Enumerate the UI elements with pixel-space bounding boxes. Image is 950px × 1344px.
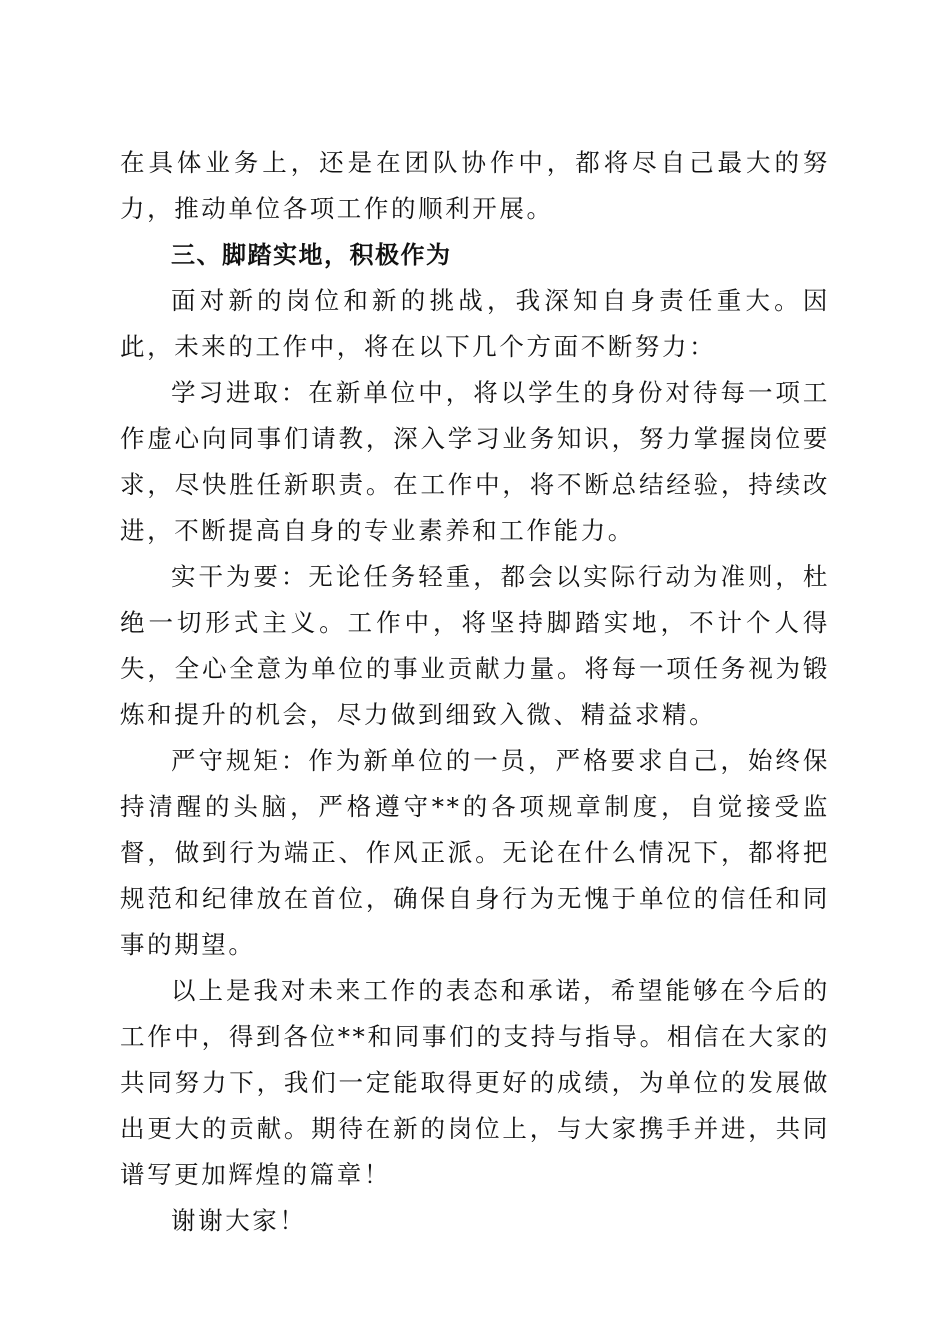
paragraph-practical: 实干为要：无论任务轻重，都会以实际行动为准则，杜绝一切形式主义。工作中，将坚持脚踏实地，不计个人得失，全心全意为单位的事业贡献力量。将每一项任务视为锻炼和提升的机会，尽力做到细致入微、精益求精。 bbox=[120, 562, 830, 729]
paragraph-thanks: 谢谢大家！ bbox=[171, 1206, 307, 1235]
paragraph-continuation: 在具体业务上，还是在团队协作中，都将尽自己最大的努力，推动单位各项工作的顺利开展。 bbox=[120, 148, 830, 223]
paragraph-intro: 面对新的岗位和新的挑战，我深知自身责任重大。因此，未来的工作中，将在以下几个方面不断努力： bbox=[120, 286, 830, 361]
paragraph-discipline: 严守规矩：作为新单位的一员，严格要求自己，始终保持清醒的头脑，严格遵守**的各项规章制度，自觉接受监督，做到行为端正、作风正派。无论在什么情况下，都将把规范和纪律放在首位，确保自身行为无愧于单位的信任和同事的期望。 bbox=[120, 746, 830, 959]
section-heading-three: 三、脚踏实地，积极作为 bbox=[171, 241, 452, 269]
document-body bbox=[120, 140, 830, 1244]
paragraph-learning: 学习进取：在新单位中，将以学生的身份对待每一项工作虚心向同事们请教，深入学习业务知识，努力掌握岗位要求，尽快胜任新职责。在工作中，将不断总结经验，持续改进，不断提高自身的专业素养和工作能力。 bbox=[120, 378, 830, 545]
paragraph-conclusion: 以上是我对未来工作的表态和承诺，希望能够在今后的工作中，得到各位**和同事们的支持与指导。相信在大家的共同努力下，我们一定能取得更好的成绩，为单位的发展做出更大的贡献。期待在新的岗位上，与大家携手并进，共同谱写更加辉煌的篇章！ bbox=[120, 976, 830, 1189]
